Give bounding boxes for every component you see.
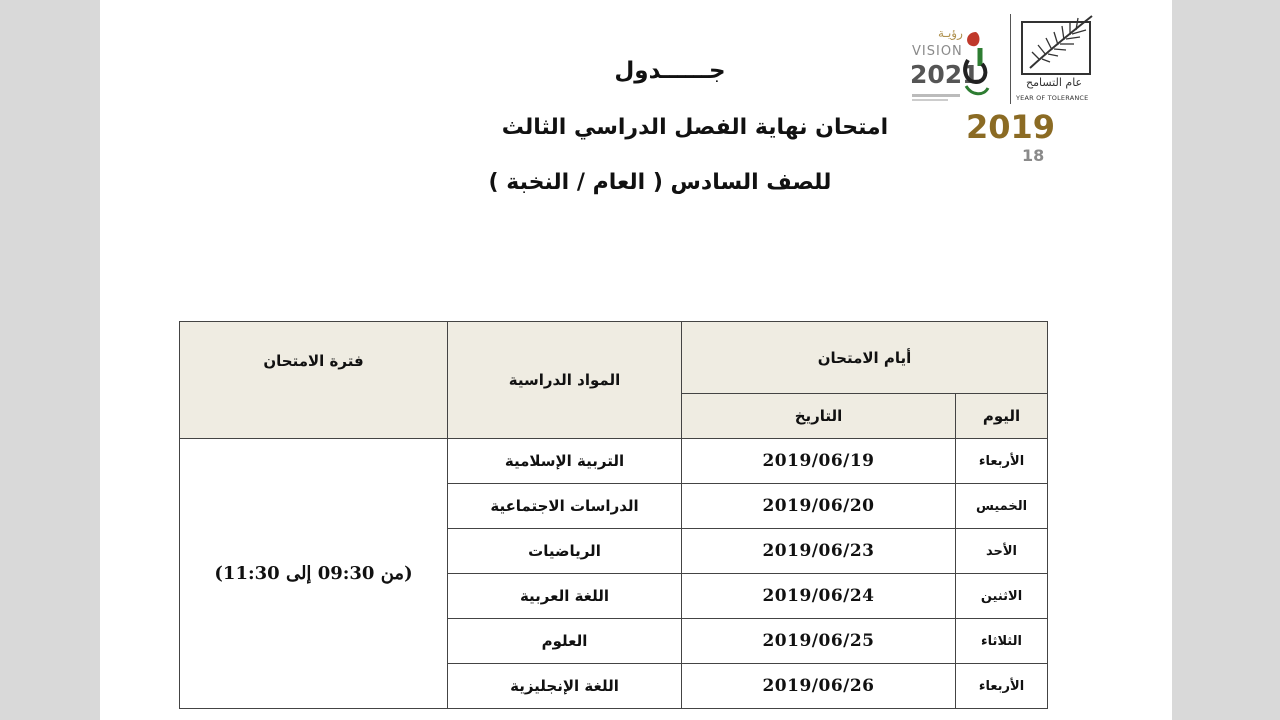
document-page [100,0,1172,720]
vision-english-text: VISION [912,44,963,59]
row-day: الاثنين [956,574,1048,619]
left-margin [0,0,100,720]
row-day: الثلاثاء [956,619,1048,664]
row-date: 2019/06/26 [682,664,956,709]
header-exam-days: أيام الامتحان [682,322,1048,394]
header-day: اليوم [956,394,1048,439]
row-day: الأربعاء [956,664,1048,709]
row-subject: اللغة الإنجليزية [448,664,682,709]
row-date: 2019/06/25 [682,619,956,664]
vision-year-text: 2021 [910,60,980,89]
row-day: الأربعاء [956,439,1048,484]
title-exam: امتحان نهاية الفصل الدراسي الثالث [501,115,889,140]
title-grade: للصف السادس ( العام / النخبة ) [488,170,832,195]
logo-block [908,10,1118,170]
vision-emblem-icon [954,26,994,102]
tolerance-arabic-text: عام التسامح [1026,76,1083,89]
header-subjects: المواد الدراسية [448,322,682,439]
edition-number: 18 [1022,146,1045,165]
vision-2021-logo [908,18,994,110]
year-2019-text: 2019 [966,108,1056,146]
row-day: الخميس [956,484,1048,529]
row-date: 2019/06/24 [682,574,956,619]
exam-period-cell: (من 09:30 إلى 11:30) [180,439,448,709]
table-row [180,439,1048,484]
row-date: 2019/06/19 [682,439,956,484]
row-date: 2019/06/20 [682,484,956,529]
row-date: 2019/06/23 [682,529,956,574]
tolerance-english-text: YEAR OF TOLERANCE [1016,94,1089,102]
row-subject: العلوم [448,619,682,664]
row-day: الأحد [956,529,1048,574]
vision-caption-icon [912,90,960,104]
header-period: فترة الامتحان [180,322,448,439]
row-subject: الدراسات الاجتماعية [448,484,682,529]
row-subject: التربية الإسلامية [448,439,682,484]
exam-schedule-table [179,321,1048,709]
year-of-tolerance-palm-icon [1020,12,1102,76]
row-subject: اللغة العربية [448,574,682,619]
right-margin [1172,0,1280,720]
logo-divider [1010,14,1011,104]
vision-arabic-text: رؤيـة [938,26,963,40]
header-date: التاريخ [682,394,956,439]
title-schedule: جــــــدول [614,58,726,84]
row-subject: الرياضيات [448,529,682,574]
